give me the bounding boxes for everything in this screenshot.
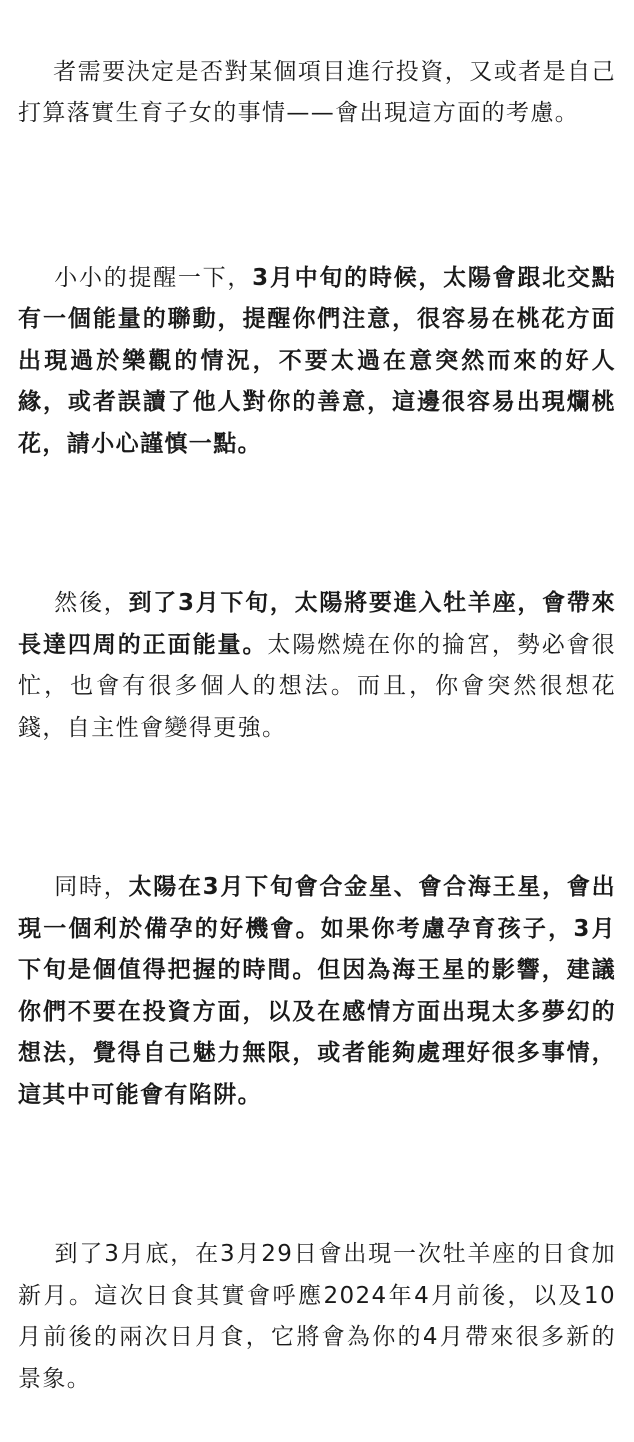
paragraph-text: 同時， [54, 874, 129, 900]
paragraph-text: 太陽燃燒在你的掄宮，勢必會很忙，也會有很多個人的想法。而且，你會突然很想花錢，自主性會變得更強。 [18, 631, 616, 741]
paragraph-text: 到了3月底，在3月29日會出現一次牡羊座的日食加新月。這次日食其實會呼應2024年4月前後，以及10月前後的兩次日月食，它將會為你的4月帶來很多新的景象。 [18, 1241, 616, 1392]
paragraph-solar-eclipse [18, 1193, 616, 1442]
paragraph-text: 者需要決定是否對某個項目進行投資，又或者是自己打算落實生育子女的事情——會出現這方面的考慮。 [18, 58, 616, 126]
paragraph-bold-text: 太陽在3月下旬會合金星、會合海王星，會出現一個利於備孕的好機會。如果你考慮孕育孩子，3月下旬是個值得把握的時間。但因為海王星的影響，建議你們不要在投資方面，以及在感情方面出現太多夢幻的想法，覺得自己魅力無限，或者能夠處理好很多事情，這其中可能會有陷阱。 [18, 874, 616, 1108]
paragraph-text: 然後， [54, 590, 129, 616]
paragraph-investment-and-children [18, 10, 616, 176]
paragraph-bold-text: 3月中旬的時候，太陽會跟北交點有一個能量的聯動，提醒你們注意，很容易在桃花方面出現過於樂觀的情況，不要太過在意突然而來的好人緣，或者誤讀了他人對你的善意，這邊很容易出現爛桃花，請小心謹慎一點。 [18, 264, 616, 457]
paragraph-bold-text: 到了3月下旬，太陽將要進入牡羊座，會帶來長達四周的正面能量。 [18, 590, 616, 658]
paragraph-late-march-aries [18, 542, 616, 791]
paragraph-venus-neptune [18, 826, 616, 1158]
paragraph-mid-march-reminder [18, 216, 616, 507]
paragraph-text: 小小的提醒一下， [54, 264, 253, 291]
